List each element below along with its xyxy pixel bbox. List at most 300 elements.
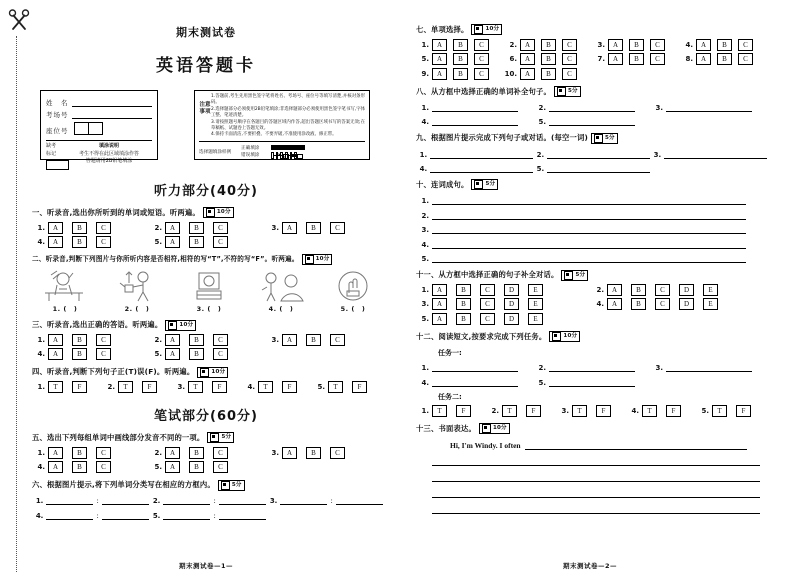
- option-t[interactable]: T: [502, 405, 517, 417]
- answer-item: [149, 348, 266, 360]
- option-b[interactable]: B: [456, 313, 471, 325]
- option-b[interactable]: B: [629, 53, 644, 65]
- option-c[interactable]: C: [480, 313, 495, 325]
- score-value: 10分: [492, 424, 507, 431]
- item-number: 1.: [419, 150, 428, 159]
- score-box-icon: [552, 332, 561, 341]
- blank-line[interactable]: [432, 224, 746, 234]
- page-supertitle: 期末测试卷: [176, 26, 236, 39]
- option-a[interactable]: A: [432, 39, 447, 51]
- answer-blank: [416, 149, 533, 159]
- item-number: 2.: [421, 211, 429, 220]
- item-number: 1.: [421, 406, 429, 415]
- option-b[interactable]: B: [717, 39, 732, 51]
- option-a[interactable]: A: [608, 53, 623, 65]
- option-f[interactable]: F: [666, 405, 681, 417]
- blank-line[interactable]: [432, 102, 518, 112]
- answer-item: [592, 39, 680, 51]
- blank-line[interactable]: [432, 253, 746, 263]
- answer-item: [591, 284, 766, 296]
- fill-sample-row: [199, 141, 365, 160]
- option-b[interactable]: B: [306, 222, 321, 234]
- answer-row: [416, 405, 770, 417]
- name-field-row[interactable]: [46, 98, 152, 107]
- score-value: 10分: [216, 209, 231, 216]
- option-a[interactable]: A: [696, 39, 711, 51]
- task-2-label: 任务二:: [438, 392, 462, 401]
- blank-line[interactable]: [547, 149, 650, 159]
- section-8: [416, 86, 770, 127]
- answer-row: [416, 102, 770, 112]
- answer-blank: [533, 116, 650, 126]
- option-c[interactable]: C: [213, 236, 228, 248]
- option-b[interactable]: B: [541, 53, 556, 65]
- blank-line[interactable]: [432, 362, 518, 372]
- score-box-icon: [557, 87, 566, 96]
- item-number: 1.: [37, 335, 45, 344]
- option-e[interactable]: E: [703, 284, 718, 296]
- answer-item: [504, 53, 592, 65]
- section-9: [416, 132, 770, 173]
- wrong-mark-dash-icon: [271, 152, 274, 159]
- item-number: 2.: [596, 285, 604, 294]
- option-b[interactable]: B: [189, 447, 204, 459]
- blank-line[interactable]: [280, 495, 327, 505]
- option-c[interactable]: C: [330, 334, 345, 346]
- option-c[interactable]: C: [213, 461, 228, 473]
- item-number: 3.: [653, 150, 662, 159]
- blank-line[interactable]: [46, 510, 93, 520]
- blank-line[interactable]: [432, 377, 518, 387]
- option-a[interactable]: A: [165, 236, 180, 248]
- option-a[interactable]: A: [48, 334, 63, 346]
- answer-item: [32, 236, 149, 248]
- option-a[interactable]: A: [165, 334, 180, 346]
- option-b[interactable]: B: [72, 461, 87, 473]
- option-c[interactable]: C: [738, 39, 753, 51]
- option-c[interactable]: C: [562, 68, 577, 80]
- blank-line[interactable]: [102, 510, 149, 520]
- page-left: [26, 0, 386, 580]
- item-number: 5.: [154, 463, 162, 472]
- picture-item: [34, 269, 96, 313]
- option-f[interactable]: F: [212, 381, 227, 393]
- option-c[interactable]: C: [96, 334, 111, 346]
- answer-row: [416, 210, 770, 220]
- option-b[interactable]: B: [541, 68, 556, 80]
- option-d[interactable]: D: [679, 298, 694, 310]
- score-value: 5分: [221, 434, 232, 441]
- option-t[interactable]: T: [572, 405, 587, 417]
- option-f[interactable]: F: [142, 381, 157, 393]
- answer-blank: [650, 102, 767, 112]
- answer-item: [266, 222, 383, 234]
- option-f[interactable]: F: [526, 405, 541, 417]
- item-number: 3.: [269, 497, 278, 506]
- item-number: 4.: [419, 165, 428, 174]
- option-c[interactable]: C: [96, 447, 111, 459]
- option-d[interactable]: D: [679, 284, 694, 296]
- option-c[interactable]: C: [480, 284, 495, 296]
- option-f[interactable]: F: [736, 405, 751, 417]
- section-2: [32, 254, 386, 313]
- option-d[interactable]: D: [504, 298, 519, 310]
- answer-blank: [416, 224, 746, 234]
- answer-blank: [416, 253, 746, 263]
- answer-row: [416, 377, 770, 387]
- blank-line[interactable]: [432, 195, 746, 205]
- option-e[interactable]: E: [528, 284, 543, 296]
- name-input[interactable]: [72, 98, 152, 107]
- option-t[interactable]: T: [188, 381, 203, 393]
- answer-item: [149, 222, 266, 234]
- option-c[interactable]: C: [96, 461, 111, 473]
- score-box-icon: [168, 321, 177, 330]
- writing-line[interactable]: [432, 466, 760, 482]
- item-number: 4.: [631, 406, 639, 415]
- missing-label-line2: 标记: [46, 150, 57, 157]
- section-1-score: [203, 207, 234, 218]
- option-a[interactable]: A: [607, 284, 622, 296]
- item-number: 2.: [154, 335, 162, 344]
- blank-line[interactable]: [549, 102, 635, 112]
- answer-row: [416, 298, 770, 310]
- option-c[interactable]: C: [650, 39, 665, 51]
- option-c[interactable]: C: [96, 236, 111, 248]
- answer-item: [266, 334, 383, 346]
- blank-line[interactable]: [549, 362, 635, 372]
- notice-box: [194, 90, 370, 160]
- option-a[interactable]: A: [165, 447, 180, 459]
- option-a[interactable]: A: [48, 348, 63, 360]
- option-c[interactable]: C: [330, 447, 345, 459]
- item-number: 9.: [421, 69, 429, 78]
- option-a[interactable]: A: [432, 298, 447, 310]
- option-d[interactable]: D: [504, 313, 519, 325]
- answer-blank: [416, 102, 533, 112]
- answer-item: [416, 53, 504, 65]
- score-box-icon: [210, 433, 219, 442]
- item-number: 2.: [491, 406, 499, 415]
- answer-blank: [533, 163, 650, 173]
- answer-item: [242, 381, 312, 393]
- item-number: 4.: [596, 300, 604, 309]
- item-number: 3.: [421, 300, 429, 309]
- section-2-title: 二、听录音,判断下列图片与你所听内容是否相符,相符的写“T”,不符的写“F”。听两遍。: [32, 255, 299, 264]
- option-b[interactable]: B: [456, 298, 471, 310]
- option-t[interactable]: T: [328, 381, 343, 393]
- answer-row: [416, 163, 770, 173]
- fill-instructions: [66, 143, 152, 170]
- score-box-icon: [474, 180, 483, 189]
- option-c[interactable]: C: [738, 53, 753, 65]
- option-c[interactable]: C: [213, 348, 228, 360]
- answer-blank: [416, 239, 746, 249]
- option-c[interactable]: C: [330, 222, 345, 234]
- score-box-icon: [221, 481, 230, 490]
- option-d[interactable]: D: [504, 284, 519, 296]
- item-number: 4.: [37, 350, 45, 359]
- wrong-mark-line-icon: [285, 152, 288, 159]
- section-2-score: [302, 254, 333, 265]
- option-c[interactable]: C: [474, 68, 489, 80]
- option-c[interactable]: C: [650, 53, 665, 65]
- option-f[interactable]: F: [282, 381, 297, 393]
- item-number: 3.: [271, 335, 279, 344]
- option-a[interactable]: A: [165, 348, 180, 360]
- blank-line[interactable]: [547, 163, 650, 173]
- wrong-fill-marks: [271, 152, 297, 159]
- answer-item: [32, 461, 149, 473]
- blank-line[interactable]: [219, 510, 266, 520]
- picture-row: [34, 269, 384, 313]
- blank-line[interactable]: [46, 495, 93, 505]
- option-c[interactable]: C: [655, 284, 670, 296]
- item-number: 1.: [37, 223, 45, 232]
- seat-no-grid[interactable]: [74, 122, 103, 135]
- item-number: 5.: [154, 350, 162, 359]
- item-number: 4.: [37, 463, 45, 472]
- option-a[interactable]: A: [432, 68, 447, 80]
- child-snowman-icon: [255, 269, 307, 303]
- option-t[interactable]: T: [432, 405, 447, 417]
- task-1-label: 任务一:: [438, 348, 462, 357]
- item-number: 3.: [271, 448, 279, 457]
- picture-label: 2. ( ): [124, 305, 150, 314]
- option-b[interactable]: B: [72, 447, 87, 459]
- blank-line[interactable]: [664, 149, 767, 159]
- answer-row: [416, 313, 770, 325]
- answer-blank: [416, 377, 533, 387]
- option-b[interactable]: B: [631, 298, 646, 310]
- option-b[interactable]: B: [453, 53, 468, 65]
- item-number: 6.: [509, 55, 517, 64]
- option-b[interactable]: B: [72, 348, 87, 360]
- fill-instructions-line2: 答题请用2B铅笔填涂: [85, 158, 133, 164]
- option-b[interactable]: B: [189, 348, 204, 360]
- score-box-icon: [305, 255, 314, 264]
- option-c[interactable]: C: [480, 298, 495, 310]
- item-number: 3.: [271, 223, 279, 232]
- answer-item: [486, 405, 556, 417]
- answer-row: [32, 447, 386, 459]
- blank-line[interactable]: [666, 362, 752, 372]
- answer-row: [32, 510, 386, 520]
- picture-label: 1. ( ): [52, 305, 78, 314]
- option-b[interactable]: B: [456, 284, 471, 296]
- option-b[interactable]: B: [72, 222, 87, 234]
- answer-item: [149, 447, 266, 459]
- section-7: [416, 24, 770, 80]
- option-a[interactable]: A: [165, 461, 180, 473]
- blank-line[interactable]: [666, 102, 752, 112]
- writing-line[interactable]: [432, 450, 760, 466]
- answer-row: [32, 334, 386, 346]
- option-b[interactable]: B: [629, 39, 644, 51]
- writing-line[interactable]: [525, 439, 747, 450]
- option-f[interactable]: F: [596, 405, 611, 417]
- section-7-score: [471, 24, 502, 35]
- answer-blank: [533, 362, 650, 372]
- picture-item: [322, 269, 384, 313]
- option-c[interactable]: C: [213, 222, 228, 234]
- option-b[interactable]: B: [541, 39, 556, 51]
- option-a[interactable]: A: [432, 284, 447, 296]
- option-b[interactable]: B: [189, 222, 204, 234]
- option-t[interactable]: T: [118, 381, 133, 393]
- section-10-title: 十、连词成句。: [416, 180, 469, 190]
- option-t[interactable]: T: [258, 381, 273, 393]
- item-number: 5.: [538, 378, 546, 387]
- option-c[interactable]: C: [655, 298, 670, 310]
- item-number: 7.: [597, 55, 605, 64]
- answer-blank: [416, 210, 746, 220]
- fill-instructions-title: 填涂说明: [98, 143, 119, 149]
- section-12: [416, 331, 770, 417]
- blank-line[interactable]: [430, 149, 533, 159]
- option-a[interactable]: A: [282, 447, 297, 459]
- blank-line[interactable]: [336, 495, 383, 505]
- option-a[interactable]: A: [282, 334, 297, 346]
- answer-item: [32, 381, 102, 393]
- blank-line[interactable]: [430, 163, 533, 173]
- option-a[interactable]: A: [282, 222, 297, 234]
- option-a[interactable]: A: [48, 236, 63, 248]
- blank-line[interactable]: [163, 510, 210, 520]
- item-number: 3.: [561, 406, 569, 415]
- option-f[interactable]: F: [456, 405, 471, 417]
- option-a[interactable]: A: [520, 39, 535, 51]
- answer-row: [416, 116, 770, 126]
- header-info-row: [26, 90, 386, 168]
- option-c[interactable]: C: [562, 39, 577, 51]
- answer-item: [32, 222, 149, 234]
- blank-line[interactable]: [432, 210, 746, 220]
- option-b[interactable]: B: [717, 53, 732, 65]
- option-a[interactable]: A: [696, 53, 711, 65]
- option-t[interactable]: T: [642, 405, 657, 417]
- option-b[interactable]: B: [72, 236, 87, 248]
- answer-blank: [650, 362, 767, 372]
- blank-line[interactable]: [219, 495, 266, 505]
- exam-no-input[interactable]: [72, 110, 152, 119]
- option-e[interactable]: E: [528, 313, 543, 325]
- option-a[interactable]: A: [520, 68, 535, 80]
- option-a[interactable]: A: [48, 222, 63, 234]
- option-b[interactable]: B: [189, 461, 204, 473]
- answer-item: [266, 447, 383, 459]
- option-c[interactable]: C: [213, 334, 228, 346]
- option-a[interactable]: A: [48, 447, 63, 459]
- section-7-title: 七、单项选择。: [416, 25, 469, 34]
- answer-item: [312, 381, 382, 393]
- blank-line[interactable]: [549, 377, 635, 387]
- option-b[interactable]: B: [306, 334, 321, 346]
- seat-no-field-row[interactable]: [46, 122, 152, 135]
- option-b[interactable]: B: [306, 447, 321, 459]
- notice-item: 3.请按照题号顺序在各题目的答题区域内作答,超出答题区域书写的答案无效;在草稿纸、试题卷上答题无效。: [211, 119, 365, 131]
- writing-line[interactable]: [432, 482, 760, 498]
- section-1-title: 一、听录音,选出你所听到的单词或短语。听两遍。: [32, 208, 200, 217]
- option-b[interactable]: B: [72, 334, 87, 346]
- answer-item: [149, 461, 266, 473]
- option-b[interactable]: B: [631, 284, 646, 296]
- section-5-score: [207, 432, 234, 443]
- blank-line[interactable]: [163, 495, 210, 505]
- answer-item: [592, 53, 680, 65]
- option-b[interactable]: B: [189, 236, 204, 248]
- item-number: 3.: [655, 103, 663, 112]
- footer-right: 期末测试卷—2—: [562, 562, 618, 570]
- blank-line[interactable]: [549, 116, 635, 126]
- wrong-mark-box-icon: [280, 152, 283, 159]
- option-c[interactable]: C: [96, 348, 111, 360]
- answer-row: [32, 348, 386, 360]
- option-a[interactable]: A: [432, 313, 447, 325]
- option-a[interactable]: A: [520, 53, 535, 65]
- picture-label: 4. ( ): [268, 305, 294, 314]
- answer-blank: [533, 149, 650, 159]
- wrong-fill-sample: [241, 152, 365, 159]
- notice-item: 1.答题前,考生先用黑色签字笔将姓名、考场号、座位号等填写清楚,并核对条形码。: [211, 94, 365, 106]
- option-c[interactable]: C: [562, 53, 577, 65]
- answer-blank: [533, 377, 650, 387]
- option-b[interactable]: B: [453, 39, 468, 51]
- answer-item: [416, 39, 504, 51]
- option-a[interactable]: A: [607, 298, 622, 310]
- option-t[interactable]: T: [712, 405, 727, 417]
- item-number: 1.: [421, 285, 429, 294]
- option-a[interactable]: A: [608, 39, 623, 51]
- option-c[interactable]: C: [474, 39, 489, 51]
- option-c[interactable]: C: [213, 447, 228, 459]
- answer-blank: [650, 149, 767, 159]
- option-a[interactable]: A: [165, 222, 180, 234]
- option-a[interactable]: A: [432, 53, 447, 65]
- blank-line[interactable]: [102, 495, 149, 505]
- option-a[interactable]: A: [48, 461, 63, 473]
- section-11-score: [561, 270, 588, 281]
- blank-line[interactable]: [432, 116, 518, 126]
- blank-line[interactable]: [432, 239, 746, 249]
- exam-no-field-row[interactable]: [46, 110, 152, 119]
- option-c[interactable]: C: [96, 222, 111, 234]
- item-number: 1.: [37, 448, 45, 457]
- person-watering-icon: [111, 269, 163, 303]
- option-e[interactable]: E: [528, 298, 543, 310]
- item-number: 3.: [655, 364, 663, 373]
- option-b[interactable]: B: [189, 334, 204, 346]
- item-number: 3.: [177, 383, 185, 392]
- answer-item: [32, 447, 149, 459]
- item-number: 2.: [152, 497, 161, 506]
- writing-line[interactable]: [432, 498, 760, 514]
- option-f[interactable]: F: [352, 381, 367, 393]
- option-b[interactable]: B: [453, 68, 468, 80]
- answer-blank: 3. :: [266, 495, 383, 505]
- section-5-title: 五、选出下列每组单词中画线部分发音不同的一项。: [32, 433, 205, 443]
- item-number: 4.: [421, 378, 429, 387]
- section-1: [32, 207, 386, 248]
- correct-fill-mark-icon: [271, 145, 305, 150]
- option-f[interactable]: F: [72, 381, 87, 393]
- option-e[interactable]: E: [703, 298, 718, 310]
- option-c[interactable]: C: [474, 53, 489, 65]
- option-t[interactable]: T: [48, 381, 63, 393]
- section-8-score: [554, 86, 581, 97]
- score-value: 5分: [485, 181, 496, 188]
- wrong-mark-cross-icon: [276, 152, 279, 159]
